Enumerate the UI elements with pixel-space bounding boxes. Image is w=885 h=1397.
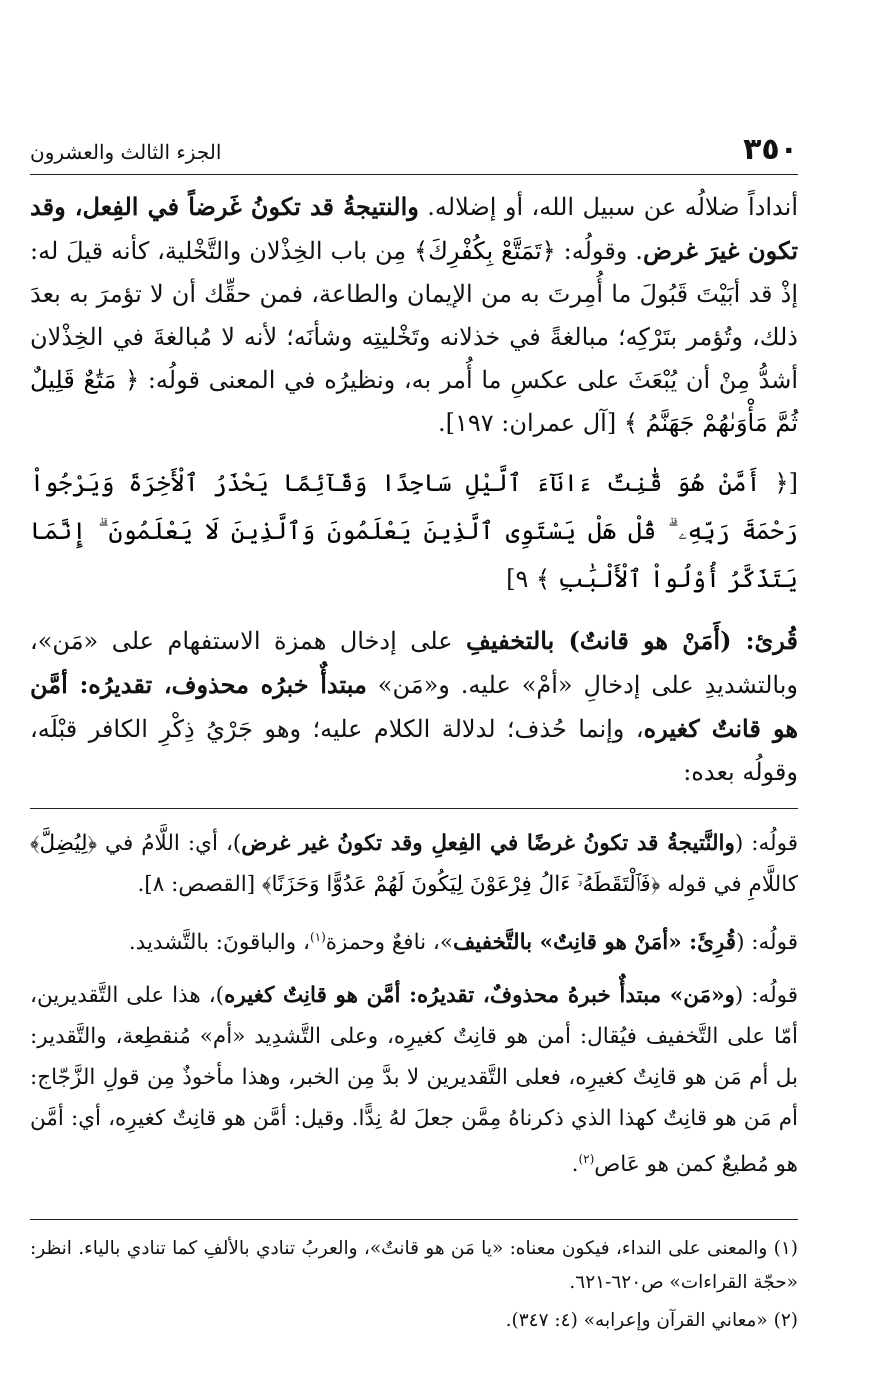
quran-quote: ﴿فَٱلْتَقَطَهُۥٓ ءَالُ فِرْعَوْنَ لِيَكُونَ لَهُمْ عَدُوًّا وَحَزَنًا﴾	[261, 872, 661, 897]
quran-verse: ﴿ أَمَّنْ هُوَ قَٰنِتٌ ءَانَآءَ ٱلَّيْلِ سَاجِدًا وَقَآئِمًا يَحْذَرُ ٱلْأَخِرَةَ وَيَرْجُواْ رَحْمَةَ رَبِّهِۦ ۗ قُلْ هَلْ يَسْتَوِى ٱلَّذِينَ يَعْلَمُونَ وَٱلَّذِينَ لَا يَعْلَمُونَ ۗ إِنَّمَا يَتَذَكَّرُ أُوْلُواْ ٱلْأَلْبَٰبِ ﴾	[30, 469, 798, 593]
commentary-section	[30, 823, 798, 1185]
footnote-divider	[30, 1219, 798, 1220]
footnote-ref: (٢)	[578, 1152, 595, 1167]
commentary-divider	[30, 808, 798, 809]
text-run: .	[571, 1152, 579, 1178]
text-run: »، نافعٌ وحمزة	[325, 930, 454, 956]
book-page	[30, 128, 798, 1342]
quran-verse-block	[30, 459, 798, 603]
text-run: ، وإنما حُذف؛ لدلالة الكلام عليه؛ وهو جَرْيُ ذِكْرِ الكافر قبْلَه، وقولُه بعده:	[30, 715, 798, 786]
page-number: ٣٥٠	[733, 132, 798, 167]
bold-run: قُرِئَ: «أمَنْ هو قانِتٌ» بالتَّخفيف	[453, 930, 737, 956]
running-title: الجزء الثالث والعشرون	[30, 140, 231, 164]
quran-quote: ﴿تَمَتَّعْ بِكُفْرِكَ﴾	[414, 237, 556, 265]
verse-bracket-open: [	[788, 469, 798, 497]
commentary-paragraph-1	[30, 823, 798, 905]
verse-number: ٩]	[506, 565, 537, 593]
text-run: كاللَّامِ في قوله	[660, 872, 798, 897]
bold-run: والنتيجةُ قد تكونُ غَرضاً في الفِعل، وقد تكون غيرَ غرض	[30, 192, 799, 265]
page-header	[30, 128, 798, 175]
text-run: قولُه: (	[736, 930, 798, 956]
main-text	[30, 185, 798, 794]
text-run: مِن باب الخِذْلان والتَّخْلية، كأنه قيلَ له: إذْ قد أبَيْتَ قَبُولَ ما أُمِرتَ به من الإيمان والطاعة، فمن حقِّك أن لا تؤمرَ به بعدَ ذلك، وتُؤمر بتَرْكِه؛ مبالغةً في خذلانه وتَخْليتِه وشأنَه؛ لأنه لا مُبالغةَ في الخِذْلان أشدُّ مِنْ أن يُبْعَثَ على عكسِ ما أُمر به، ونظيرُه في المعنى قولُه:	[30, 237, 798, 394]
footnote-ref: (١)	[309, 930, 326, 944]
bold-run: قُرئ: (أَمَنْ هو قانتٌ) بالتخفيفِ	[465, 626, 798, 655]
citation: [القصص: ٨].	[137, 872, 262, 897]
main-paragraph-2	[30, 619, 798, 794]
text-run: قولُه: (	[734, 831, 798, 856]
text-run: على إدخال همزة الاستفهام على «مَن»، وبالتشديدِ على إدخالِ «أمْ» عليه. و«مَن»	[30, 627, 799, 699]
text-run: ، والباقونَ: بالتَّشديد.	[128, 930, 310, 956]
text-run: . وقولُه:	[555, 237, 643, 265]
text-run: )، أي: اللَّامُ في	[97, 831, 242, 856]
text-run: قولُه: (	[734, 983, 799, 1009]
text-run: )، هذا على التَّقديرين، أمّا على التَّخفيف فيُقال: أمن هو قانِتٌ كغيرِه، وعلى التَّشدِيد «أم» مُنقطِعة، والتَّقدير: بل أم مَن هو قانِتٌ كغيرِه، فعلى التَّقديرين لا بدَّ مِن الخبر، وهذا مأخوذٌ مِن قولِ الزَّجّاج: أم مَن هو قانِتٌ كهذا الذي ذكرناهُ مِمَّن جعلَ لهُ نِدًّا. وقيل: أمَّن هو قانِتٌ كغيرِه، أي: أمَّن هو مُطيعٌ كمن هو عَاص	[30, 983, 798, 1178]
quran-quote: ﴿لِيُضِلَّ﴾	[30, 831, 98, 856]
commentary-paragraph-2	[30, 917, 798, 963]
footnote-2: (٢) «معاني القرآن وإعرابه» (٤: ٣٤٧).	[505, 1310, 798, 1332]
bold-run: والنَّتيجةُ قد تكونُ غرضًا في الفِعلِ وقد تكونُ غير غرض	[241, 831, 735, 856]
footnote-1: (١) والمعنى على النداء، فيكون معناه: «يا مَن هو قانتٌ»، والعربُ تنادي بالألفِ كما تنادي بالياء. انظر: «حجّة القراءات» ص٦٢٠-٦٢١.	[30, 1238, 798, 1294]
commentary-paragraph-3	[30, 975, 798, 1185]
main-paragraph-1	[30, 185, 798, 445]
footnotes	[30, 1232, 798, 1338]
bold-run: و«مَن» مبتدأٌ خبرهُ محذوفٌ، تقديرُه: أمَّن هو قانِتٌ كغيره	[224, 983, 735, 1009]
quran-quote: ﴿ مَتَٰعٌ قَلِيلٌ ثُمَّ مَأْوَىٰهُمْ جَهَنَّمُ ﴾	[30, 366, 798, 437]
citation: [آل عمران: ١٩٧].	[437, 409, 624, 437]
text-run: أنداداً ضلالُه عن سبيل الله، أو إضلاله.	[418, 193, 798, 221]
bold-run: مبتدأٌ خبرُه محذوف، تقديرُه: أمَّن هو قانتٌ كغيره	[30, 670, 798, 743]
